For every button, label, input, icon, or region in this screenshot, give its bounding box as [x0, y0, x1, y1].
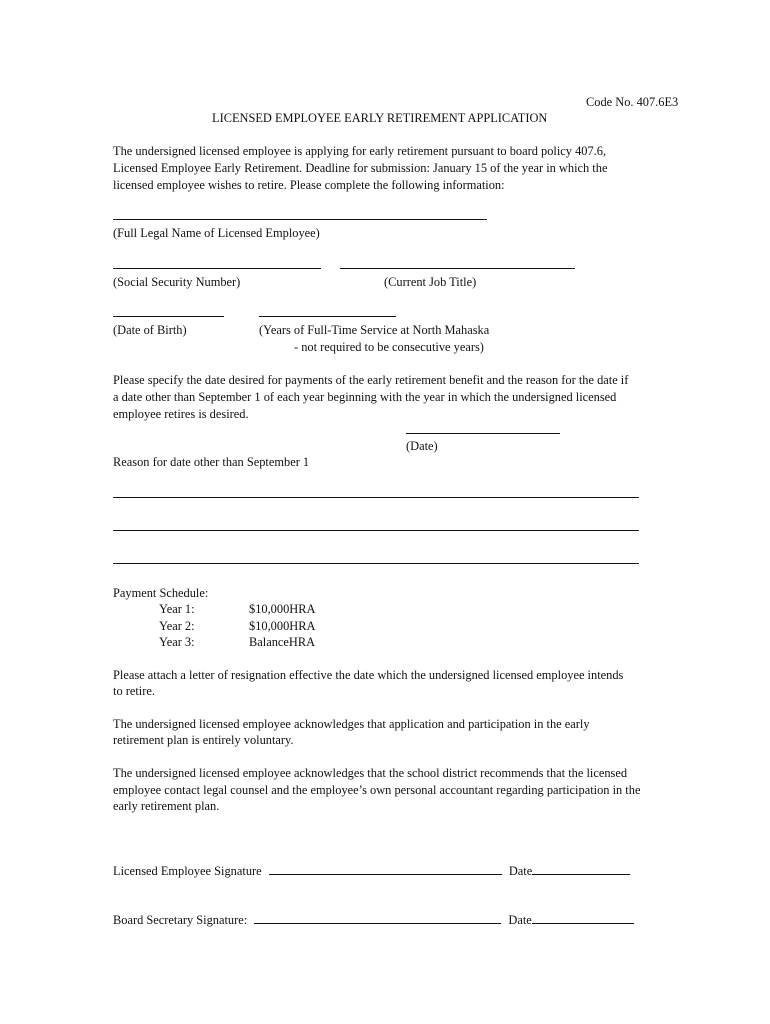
resignation-line-2: to retire. — [113, 684, 155, 698]
desired-date-field[interactable] — [406, 422, 560, 439]
board-signature-row — [113, 912, 634, 929]
board-signature-field[interactable] — [254, 913, 501, 924]
board-date-field[interactable] — [532, 913, 634, 924]
ssn-label: (Social Security Number) — [113, 275, 241, 289]
date-request-line-3: employee retires is desired. — [113, 407, 249, 421]
document-title: LICENSED EMPLOYEE EARLY RETIREMENT APPLICATION — [212, 111, 548, 125]
years-service-field[interactable] — [259, 305, 396, 322]
reason-line-3[interactable] — [113, 552, 639, 569]
board-signature-label: Board Secretary Signature: — [113, 913, 248, 927]
employee-signature-row — [113, 863, 630, 880]
reason-label: Reason for date other than September 1 — [113, 455, 310, 469]
payment-amount: $10,000HRA — [249, 602, 316, 616]
employee-signature-label: Licensed Employee Signature — [113, 864, 262, 878]
counsel-line-1: The undersigned licensed employee acknowledges that the school district recommends that the licensed — [113, 766, 628, 780]
reason-line-2[interactable] — [113, 519, 639, 536]
full-name-field[interactable] — [113, 208, 487, 225]
intro-line-1: The undersigned licensed employee is applying for early retirement pursuant to board policy 407.6, — [113, 144, 607, 158]
voluntary-line-1: The undersigned licensed employee acknowledges that application and participation in the early — [113, 717, 590, 731]
payment-year-label: Year 2: — [159, 619, 195, 633]
resignation-line-1: Please attach a letter of resignation effective the date which the undersigned licensed employee intends — [113, 668, 624, 682]
years-service-label: (Years of Full-Time Service at North Mahaska — [259, 323, 490, 337]
counsel-line-2: employee contact legal counsel and the employee’s own personal accountant regarding participation in the — [113, 783, 641, 797]
full-name-label: (Full Legal Name of Licensed Employee) — [113, 226, 320, 240]
dob-label: (Date of Birth) — [113, 323, 187, 337]
job-title-label: (Current Job Title) — [384, 275, 477, 289]
payment-amount: $10,000HRA — [249, 619, 316, 633]
code-number: Code No. 407.6E3 — [586, 95, 679, 109]
voluntary-line-2: retirement plan is entirely voluntary. — [113, 733, 294, 747]
intro-line-3: licensed employee wishes to retire. Please complete the following information: — [113, 178, 505, 192]
payment-amount: BalanceHRA — [249, 635, 316, 649]
date-request-line-2: a date other than September 1 of each year beginning with the year in which the undersigned licensed — [113, 390, 617, 404]
employee-date-label: Date — [508, 864, 533, 878]
payment-schedule-heading: Payment Schedule: — [113, 586, 209, 600]
employee-signature-field[interactable] — [269, 864, 502, 875]
counsel-line-3: early retirement plan. — [113, 799, 220, 813]
intro-line-2: Licensed Employee Early Retirement. Deadline for submission: January 15 of the year in which the — [113, 161, 608, 175]
reason-line-1[interactable] — [113, 486, 639, 503]
payment-year-label: Year 1: — [159, 602, 195, 616]
dob-field[interactable] — [113, 305, 224, 322]
date-request-line-1: Please specify the date desired for payments of the early retirement benefit and the reason for the date if — [113, 373, 629, 387]
years-service-note: - not required to be consecutive years) — [294, 340, 484, 354]
job-title-field[interactable] — [340, 257, 575, 274]
ssn-field[interactable] — [113, 257, 321, 274]
board-date-label: Date — [508, 913, 532, 927]
employee-date-field[interactable] — [532, 864, 630, 875]
desired-date-label: (Date) — [406, 439, 438, 453]
payment-year-label: Year 3: — [159, 635, 195, 649]
